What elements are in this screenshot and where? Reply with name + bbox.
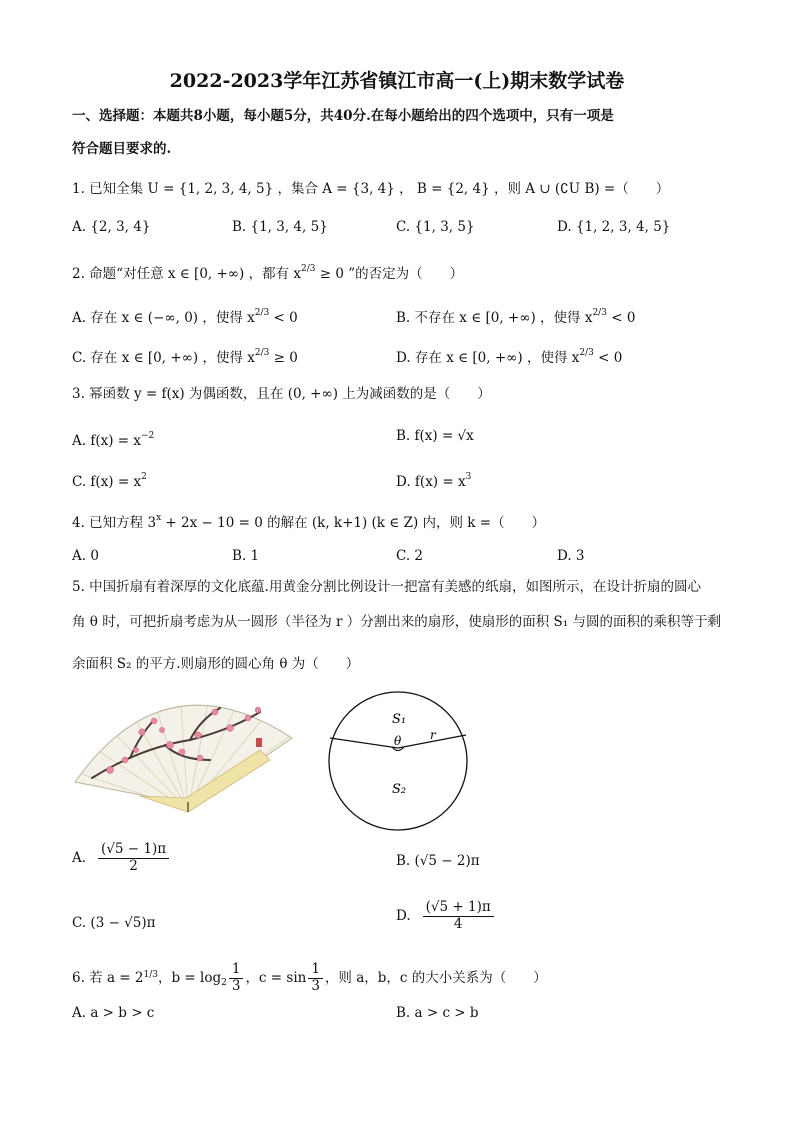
q2-b-exp: 2/3 bbox=[592, 308, 607, 318]
question-5-line-1: 5. 中国折扇有着深厚的文化底蕴.用黄金分割比例设计一把富有美感的纸扇，如图所示，在设计折扇的圆心 bbox=[72, 579, 701, 595]
q2-d-text: D. 存在 x ∈ [0, +∞) ，使得 x bbox=[396, 350, 580, 366]
q6-a-def: 6. 若 a = 2 bbox=[72, 970, 144, 987]
q3-c-exp: 2 bbox=[141, 472, 147, 482]
q6-b-def: ，b = log bbox=[157, 970, 222, 987]
question-5-line-3: 余面积 S₂ 的平方.则扇形的圆心角 θ 为（ ） bbox=[72, 656, 360, 672]
q2-a-text: A. 存在 x ∈ (−∞, 0) ，使得 x bbox=[72, 310, 255, 326]
q2-option-b[interactable] bbox=[396, 304, 635, 327]
question-4-stem bbox=[72, 509, 545, 532]
question-6-stem bbox=[72, 962, 547, 994]
q6-exponent: 1/3 bbox=[143, 970, 158, 981]
q4-option-c[interactable]: C. 2 bbox=[396, 548, 424, 564]
label-s1: S₁ bbox=[392, 712, 407, 727]
q6-option-b[interactable]: B. a > c > b bbox=[396, 1005, 479, 1021]
q4-option-b[interactable]: B. 1 bbox=[232, 548, 260, 564]
q5-d-numerator: (√5 + 1)π bbox=[423, 900, 494, 917]
folding-fan-illustration bbox=[70, 690, 300, 815]
q6-c-frac-den: 3 bbox=[311, 977, 320, 994]
q2-d-tail: < 0 bbox=[593, 350, 623, 366]
left-radius bbox=[330, 738, 398, 748]
q5-d-label: D. bbox=[396, 908, 411, 925]
q3-a-exp: −2 bbox=[140, 431, 155, 441]
q2-b-tail: < 0 bbox=[606, 310, 636, 326]
q2-a-exp: 2/3 bbox=[254, 308, 270, 318]
label-r: r bbox=[430, 728, 436, 742]
q2-option-d[interactable] bbox=[396, 344, 622, 367]
q6-log-base: 2 bbox=[221, 978, 227, 989]
q2-c-tail: ≥ 0 bbox=[269, 350, 298, 366]
q2-c-exp: 2/3 bbox=[254, 348, 270, 358]
question-5-line-2: 角 θ 时，可把折扇考虑为从一圆形（半径为 r ）分割出来的扇形，使扇形的面积 S₁ 与圆的面积的乘积等于剩 bbox=[72, 614, 721, 630]
q4-option-a[interactable]: A. 0 bbox=[72, 548, 99, 564]
section-heading-cont: 符合题目要求的. bbox=[72, 141, 172, 157]
q2-stem-text: 2. 命题“对任意 x ∈ [0, +∞) ，都有 x bbox=[72, 266, 302, 282]
q5-a-denominator: 2 bbox=[129, 857, 138, 874]
label-s2: S₂ bbox=[392, 782, 407, 797]
q5-a-label: A. bbox=[72, 850, 87, 867]
q2-c-text: C. 存在 x ∈ [0, +∞) ，使得 x bbox=[72, 350, 255, 366]
q3-c-text: C. f(x) = x bbox=[72, 474, 142, 490]
q4-exponent: x bbox=[156, 513, 162, 523]
q3-option-d[interactable] bbox=[396, 468, 471, 491]
q5-option-c[interactable]: C. (3 − √5)π bbox=[72, 915, 156, 931]
q5-a-numerator: (√5 − 1)π bbox=[98, 842, 169, 859]
q2-exponent: 2/3 bbox=[301, 264, 316, 274]
q3-a-text: A. f(x) = x bbox=[72, 433, 141, 449]
q6-option-a[interactable]: A. a > b > c bbox=[72, 1005, 155, 1021]
q6-c-frac-num: 1 bbox=[308, 962, 323, 979]
q5-d-denominator: 4 bbox=[453, 915, 463, 932]
q5-d-fraction bbox=[423, 900, 494, 932]
q6-b-fraction bbox=[229, 962, 244, 994]
q1-option-b[interactable]: B. {1, 3, 4, 5} bbox=[232, 219, 328, 235]
label-theta: θ bbox=[394, 734, 402, 748]
q2-a-tail: < 0 bbox=[269, 310, 298, 326]
q4-stem-text: 4. 已知方程 3 bbox=[72, 515, 157, 531]
q1-option-c[interactable]: C. {1, 3, 5} bbox=[396, 219, 475, 235]
question-3-stem: 3. 幂函数 y = f(x) 为偶函数，且在 (0, +∞) 上为减函数的是（ ） bbox=[72, 386, 491, 402]
question-1-stem: 1. 已知全集 U = {1, 2, 3, 4, 5} ，集合 A = {3, 4} ， B = {2, 4} ，则 A ∪ (∁U B) =（ ） bbox=[72, 181, 670, 197]
q3-option-a[interactable] bbox=[72, 427, 154, 450]
q4-option-d[interactable]: D. 3 bbox=[557, 548, 585, 564]
q3-d-text: D. f(x) = x bbox=[396, 474, 466, 490]
q5-option-d[interactable] bbox=[396, 900, 496, 932]
q3-option-c[interactable] bbox=[72, 468, 147, 491]
q6-c-def: ，c = sin bbox=[245, 970, 307, 987]
q2-stem-tail: ≥ 0 ”的否定为（ ） bbox=[315, 266, 464, 282]
section-heading: 一、选择题：本题共8小题，每小题5分，共40分.在每小题给出的四个选项中，只有一项是 bbox=[72, 108, 614, 124]
q2-option-a[interactable] bbox=[72, 304, 298, 327]
q2-d-exp: 2/3 bbox=[579, 348, 594, 358]
q3-d-exp: 3 bbox=[465, 472, 472, 482]
page-title: 2022-2023学年江苏省镇江市高一(上)期末数学试卷 bbox=[169, 70, 625, 92]
q5-option-a[interactable] bbox=[72, 842, 171, 874]
q6-stem-tail: ，则 a，b，c 的大小关系为（ ） bbox=[324, 970, 547, 987]
circle-sector-diagram bbox=[325, 688, 471, 834]
q1-option-d[interactable]: D. {1, 2, 3, 4, 5} bbox=[557, 219, 671, 235]
q5-option-b[interactable]: B. (√5 − 2)π bbox=[396, 853, 480, 869]
q6-c-fraction bbox=[308, 962, 323, 994]
q4-stem-tail: + 2x − 10 = 0 的解在 (k, k+1) (k ∈ Z) 内，则 k =（ ） bbox=[161, 515, 546, 531]
q5-a-fraction bbox=[98, 842, 169, 874]
q3-option-b[interactable]: B. f(x) = √x bbox=[396, 428, 474, 444]
q2-option-c[interactable] bbox=[72, 344, 298, 367]
q6-b-frac-num: 1 bbox=[229, 962, 244, 979]
question-2-stem bbox=[72, 260, 463, 283]
q1-option-a[interactable]: A. {2, 3, 4} bbox=[72, 219, 151, 235]
q2-b-text: B. 不存在 x ∈ [0, +∞) ，使得 x bbox=[396, 310, 593, 326]
q6-b-frac-den: 3 bbox=[231, 977, 241, 994]
